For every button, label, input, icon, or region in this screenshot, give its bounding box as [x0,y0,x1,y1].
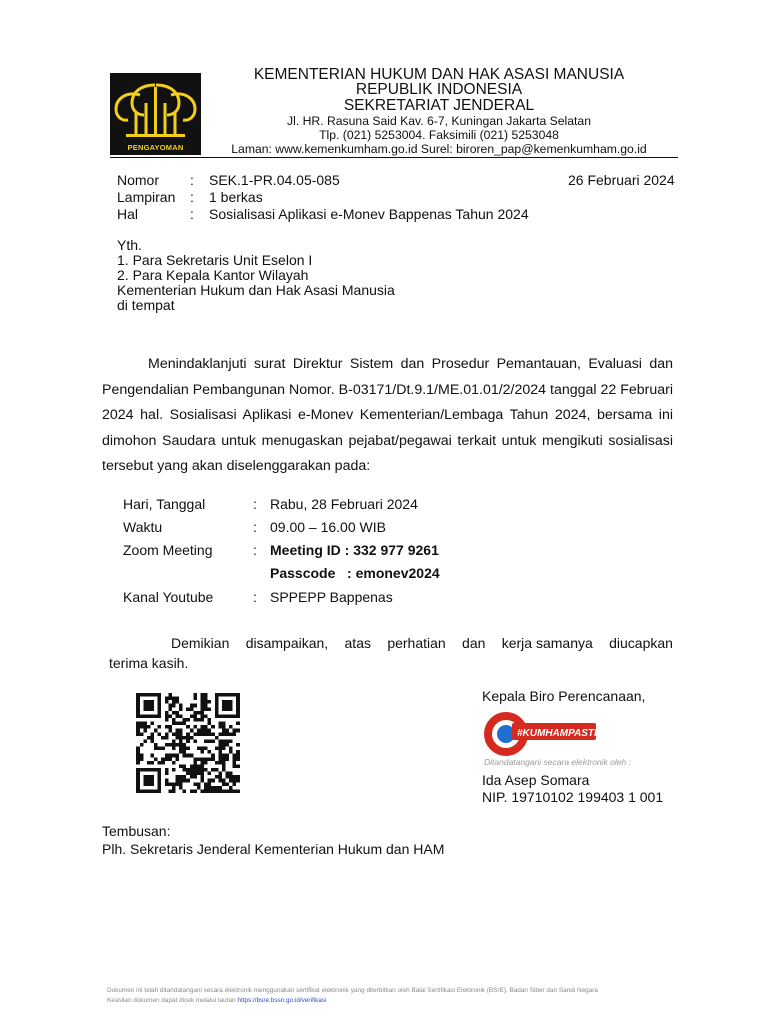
recipient-org: Kementerian Hukum dan Hak Asasi Manusia [117,282,395,298]
qr-code [136,693,240,793]
letterhead-rule [110,157,678,158]
nomor-label: Nomor [117,172,160,188]
time-value: 09.00 – 16.00 WIB [270,519,386,535]
lampiran-colon: : [190,189,194,205]
lampiran-value: 1 berkas [209,189,263,205]
svg-text:#KUMHAMPASTI: #KUMHAMPASTI [517,728,597,739]
lampiran-row [117,189,547,206]
schedule-table [123,496,483,611]
body-line: dimohon Saudara untuk menugaskan pejabat/pegawai terkait untuk mengikuti sosialisasi [102,432,673,449]
signatory-nip: NIP. 19710102 199403 1 001 [482,789,664,805]
recipient-item: 2. Para Kepala Kantor Wilayah [117,267,309,283]
ministry-logo [110,73,201,155]
ministry-name: KEMENTERIAN HUKUM DAN HAK ASASI MANUSIA [253,66,625,83]
hal-row [117,206,557,223]
salutation: Yth. [117,237,142,253]
body-paragraph [102,352,673,480]
footer-line [107,996,673,1006]
hal-colon: : [190,206,194,222]
time-label: Waktu [123,519,163,535]
hal-label: Hal [117,206,139,222]
signatory-name: Ida Asep Somara [482,772,590,788]
nomor-row [117,172,547,189]
tembusan-value: Plh. Sekretaris Jenderal Kementerian Hukum dan HAM [102,841,445,857]
closing-word: diucapkan [609,635,673,651]
zoom-colon: : [253,542,257,558]
kumhampasti-badge [484,710,600,756]
e-signature-note: Ditandatangani secara elektronik oleh : [484,757,631,767]
time-colon: : [253,519,257,535]
youtube-label: Kanal Youtube [123,589,214,605]
day-label: Hari, Tanggal [123,496,206,512]
closing-line [109,633,673,653]
closing-word: Demikian [171,635,230,651]
tembusan-label: Tembusan: [102,823,171,839]
closing-word: kerja samanya [501,635,593,651]
nomor-value: SEK.1-PR.04.05-085 [209,172,340,188]
nomor-colon: : [190,172,194,188]
recipient-block [117,238,395,313]
body-line: Pengendalian Pembangunan Nomor. B-03171/Dt.9.1/ME.01.01/2/2024 tanggal 22 Februari [102,381,673,398]
footer-line: Dokumen ini telah ditandatangani secara elektronik menggunakan sertifikat elektronik yang diterbitkan oleh Balai Sertifikasi Elektronik (BSrE), Badan Siber dan Sandi Negara [107,987,598,994]
signature-title: Kepala Biro Perencanaan, [482,688,646,704]
hal-value: Sosialisasi Aplikasi e-Monev Bappenas Tahun 2024 [209,206,529,222]
letter-date: 26 Februari 2024 [568,172,675,188]
office-address: Jl. HR. Rasuna Said Kav. 6-7, Kuningan Jakarta Selatan [287,114,591,128]
lampiran-label: Lampiran [117,189,176,205]
office-name: SEKRETARIAT JENDERAL [343,97,535,114]
recipient-item: 1. Para Sekretaris Unit Eselon I [117,252,313,268]
verification-link[interactable]: https://bsre.bssn.go.id/verifikasi [237,997,327,1004]
day-value: Rabu, 28 Februari 2024 [270,496,418,512]
closing-word: perhatian [387,635,446,651]
day-colon: : [253,496,257,512]
zoom-meeting-id: Meeting ID : 332 977 9261 [270,542,439,558]
youtube-colon: : [253,589,257,605]
body-line: Menindaklanjuti surat Direktur Sistem dan Prosedur Pemantauan, Evaluasi dan [148,356,673,372]
footer-prefix: Keaslian dokumen dapat dicek melalui tautan [107,997,238,1004]
body-line: tersebut yang akan diselenggarakan pada: [102,458,371,475]
country-name: REPUBLIK INDONESIA [355,81,523,98]
office-phone: Tlp. (021) 5253004. Faksimili (021) 5253048 [319,128,559,142]
closing-word: atas [344,635,371,651]
zoom-label: Zoom Meeting [123,542,213,558]
youtube-value: SPPEPP Bappenas [270,589,393,605]
logo-caption: PENGAYOMAN [127,143,184,152]
body-line: 2024 hal. Sosialisasi Aplikasi e-Monev Kementerian/Lembaga Tahun 2024, bersama ini [102,407,673,424]
closing-word: dan [462,635,486,651]
office-web-email: Laman: www.kemenkumham.go.id Surel: biroren_pap@kemenkumham.go.id [231,142,647,156]
zoom-passcode: Passcode : emonev2024 [270,565,440,581]
closing-word: disampaikan, [245,635,329,651]
closing-line: terima kasih. [109,655,189,671]
footer-note [107,986,673,1006]
recipient-place: di tempat [117,297,175,313]
closing-paragraph [109,633,673,673]
